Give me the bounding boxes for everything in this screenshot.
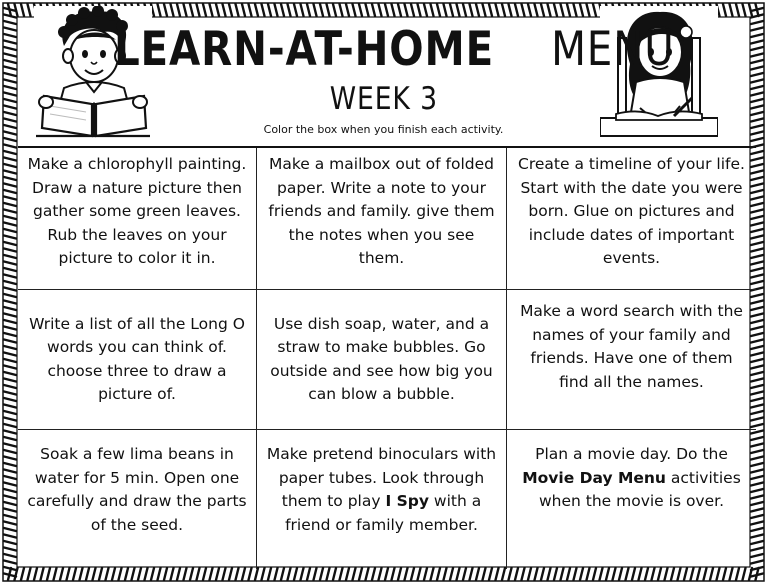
activity-text: Use dish soap, water, and a straw to make bubbles. Go outside and see how big you can blow a bubble.	[270, 314, 493, 403]
activity-box-bubbles[interactable]	[257, 290, 507, 430]
activity-text: Soak a few lima beans in water for 5 min. Open one carefully and draw the parts of the seed.	[27, 445, 247, 534]
activity-text-before: Plan a movie day. Do the	[535, 445, 728, 463]
title-light-part: MENU	[550, 22, 675, 77]
activity-box-word-search[interactable]	[507, 290, 756, 430]
activity-box-chlorophyll-painting[interactable]	[18, 148, 257, 290]
activity-text-before: Make pretend binoculars with paper tubes. Look through them to play	[266, 445, 497, 510]
week-label	[0, 81, 767, 117]
activity-text: Make a mailbox out of folded paper. Write a note to your friends and family. give them the notes when you see them.	[268, 155, 495, 267]
menu-title	[0, 22, 767, 77]
week-text: WEEK 3	[329, 81, 438, 117]
activity-text-bold: I Spy	[385, 492, 429, 510]
activity-text-bold: Movie Day Menu	[522, 468, 666, 487]
instruction-text: Color the box when you finish each activity.	[263, 123, 504, 136]
activity-box-long-o-words[interactable]	[18, 290, 257, 430]
activity-box-lima-beans[interactable]	[18, 430, 257, 569]
activity-text	[515, 443, 748, 514]
activity-text: Create a timeline of your life. Start with the date you were born. Glue on pictures and include dates of important events.	[518, 155, 745, 267]
activity-text-after: activities when the movie is over.	[538, 468, 741, 510]
activity-text-after: with a friend or family member.	[285, 492, 482, 534]
activity-box-binoculars[interactable]	[257, 430, 507, 569]
activity-box-mailbox[interactable]	[257, 148, 507, 290]
activity-text: Make a chlorophyll painting. Draw a nature picture then gather some green leaves. Rub the leaves on your picture to color it in.	[27, 155, 247, 267]
activity-grid	[18, 146, 756, 569]
title-bold-part: LEARN-AT-HOME	[113, 22, 494, 77]
activity-text	[265, 443, 498, 537]
activity-box-timeline[interactable]	[507, 148, 756, 290]
activity-box-movie-day[interactable]	[507, 430, 756, 569]
activity-text: Make a word search with the names of your family and friends. Have one of them find all the names.	[520, 302, 743, 391]
activity-text: Write a list of all the Long O words you can think of. choose three to draw a picture of.	[29, 314, 245, 403]
